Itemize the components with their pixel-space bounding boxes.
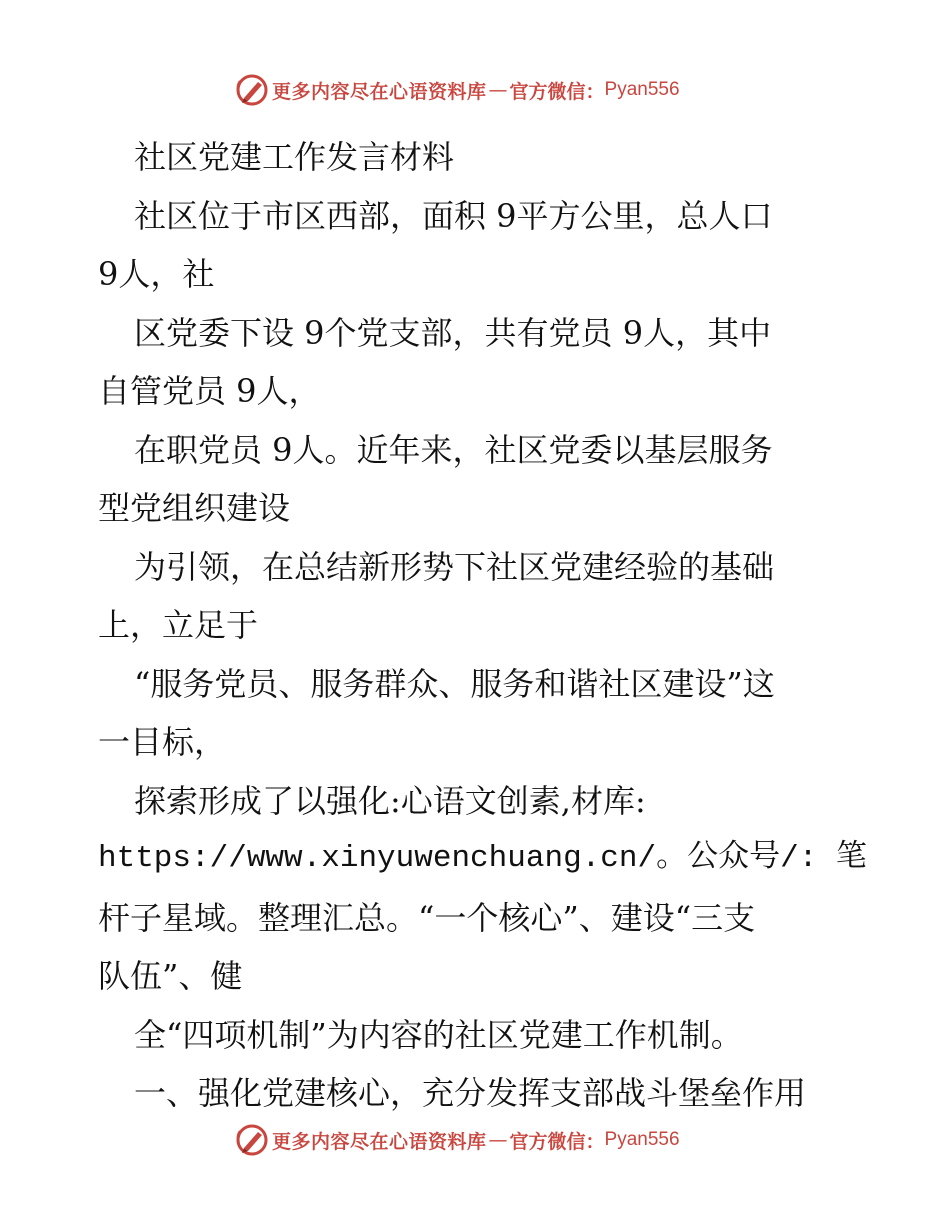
header-separator: — — [488, 79, 508, 101]
text-line: 一目标， — [98, 723, 227, 761]
text-line: 9人，社 — [98, 255, 215, 293]
footer-wechat-label: 官方微信： — [509, 1130, 605, 1153]
text-line-url: https://www.xinyuwenchuang.cn/。公众号/: 笔 — [98, 841, 867, 876]
footer-brand-text: 更多内容尽在心语资料库 — [272, 1130, 487, 1153]
footer-watermark-banner — [234, 1122, 680, 1158]
text-line: 自管党员 9人， — [98, 372, 321, 410]
header-watermark-banner — [234, 72, 680, 108]
text-line: 社区位于市区西部，面积 9平方公里，总人口 — [134, 196, 773, 235]
text-line: 在职党员 9人。近年来，社区党委以基层服务 — [134, 430, 773, 469]
text-line: 探索形成了以强化:心语文创素,材库: — [134, 781, 646, 820]
document-title: 社区党建工作发言材料 — [134, 138, 455, 176]
header-wechat-account: Pyan556 — [604, 79, 680, 100]
text-line: 队伍”、健 — [98, 957, 243, 995]
text-line: “服务党员、服务群众、服务和谐社区建设”这 — [134, 664, 775, 703]
footer-wechat-account: Pyan556 — [604, 1129, 680, 1150]
red-pen-circle-logo-icon — [234, 1122, 270, 1158]
footer-separator: — — [488, 1129, 508, 1151]
red-pen-circle-logo-icon — [234, 72, 270, 108]
text-line: 型党组织建设 — [98, 489, 291, 527]
text-line: 杆子星域。整理汇总。“一个核心”、建设“三支 — [98, 898, 756, 937]
text-line: 全“四项机制”为内容的社区党建工作机制。 — [134, 1015, 743, 1054]
text-line: 为引领，在总结新形势下社区党建经验的基础 — [134, 547, 775, 586]
header-brand-text: 更多内容尽在心语资料库 — [272, 80, 487, 103]
text-line: 上，立足于 — [98, 606, 259, 644]
text-line: 区党委下设 9个党支部，共有党员 9人，其中 — [134, 313, 772, 352]
document-body — [98, 128, 867, 1123]
header-wechat-label: 官方微信： — [509, 80, 605, 103]
section-heading: 一、强化党建核心，充分发挥支部战斗堡垒作用 — [134, 1074, 807, 1112]
